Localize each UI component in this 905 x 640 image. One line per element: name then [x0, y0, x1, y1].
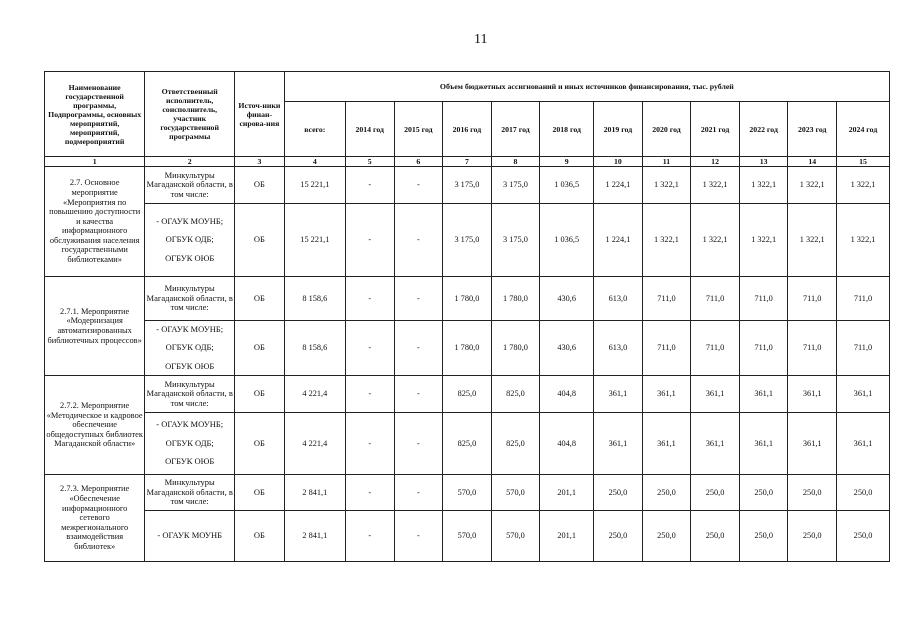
amount-cell: 3 175,0: [491, 204, 540, 277]
amount-cell: 8 158,6: [284, 321, 345, 376]
amount-cell: 711,0: [642, 277, 691, 321]
responsible-executor: [145, 413, 235, 475]
header-name: Наименование государственной программы, Подпрограммы, основных мероприятий, мероприятий, подмероприятий: [45, 72, 145, 157]
amount-cell: 430,6: [540, 321, 594, 376]
amount-cell: 250,0: [642, 511, 691, 562]
amount-cell: -: [345, 277, 394, 321]
amount-cell: 201,1: [540, 475, 594, 511]
amount-cell: -: [345, 413, 394, 475]
funding-source: ОБ: [235, 204, 285, 277]
funding-source: ОБ: [235, 475, 285, 511]
amount-cell: 2 841,1: [284, 475, 345, 511]
table-row: [45, 167, 890, 204]
amount-cell: 711,0: [691, 277, 740, 321]
amount-cell: 361,1: [594, 413, 643, 475]
header-volume: Объем бюджетных ассигнований и иных источников финансирования, тыс. рублей: [284, 72, 889, 102]
amount-cell: -: [345, 321, 394, 376]
amount-cell: -: [394, 376, 443, 413]
amount-cell: 1 780,0: [443, 321, 492, 376]
amount-cell: 361,1: [691, 413, 740, 475]
responsible-line: - ОГАУК МОУНБ;: [156, 419, 224, 430]
amount-cell: -: [345, 204, 394, 277]
activity-name: 2.7. Основное мероприятие «Мероприятия по повышению доступности и качества информационного обслуживания населения государственными библиотеками»: [45, 167, 145, 277]
amount-cell: 1 036,5: [540, 204, 594, 277]
amount-cell: 1 322,1: [642, 167, 691, 204]
table-row: [45, 511, 890, 562]
budget-table: [44, 71, 890, 562]
amount-cell: 430,6: [540, 277, 594, 321]
column-index: 15: [837, 157, 890, 167]
amount-cell: 711,0: [837, 321, 890, 376]
amount-cell: 250,0: [594, 511, 643, 562]
header-year: 2020 год: [642, 102, 691, 157]
column-index: 3: [235, 157, 285, 167]
responsible-line: ОГБУК ОЮБ: [165, 360, 215, 371]
amount-cell: 711,0: [739, 321, 788, 376]
responsible-executor: [145, 204, 235, 277]
amount-cell: 1 036,5: [540, 167, 594, 204]
amount-cell: 250,0: [837, 511, 890, 562]
column-index: 14: [788, 157, 837, 167]
amount-cell: -: [394, 167, 443, 204]
amount-cell: 825,0: [443, 376, 492, 413]
column-index: 6: [394, 157, 443, 167]
amount-cell: 1 780,0: [491, 277, 540, 321]
header-year: 2016 год: [443, 102, 492, 157]
amount-cell: 361,1: [642, 413, 691, 475]
activity-name: 2.7.3. Мероприятие «Обеспечение информационного сетевого межрегионального взаимодействия библиотек»: [45, 475, 145, 562]
header-year: 2024 год: [837, 102, 890, 157]
amount-cell: 570,0: [491, 511, 540, 562]
header-year: 2017 год: [491, 102, 540, 157]
amount-cell: -: [394, 511, 443, 562]
table-row: [45, 277, 890, 321]
header-year: 2015 год: [394, 102, 443, 157]
amount-cell: 825,0: [491, 376, 540, 413]
amount-cell: 1 322,1: [691, 167, 740, 204]
amount-cell: 1 780,0: [443, 277, 492, 321]
responsible-executor: Минкультуры Магаданской области, в том числе:: [145, 277, 235, 321]
amount-cell: 1 322,1: [691, 204, 740, 277]
amount-cell: 250,0: [739, 475, 788, 511]
funding-source: ОБ: [235, 167, 285, 204]
column-index: 7: [443, 157, 492, 167]
amount-cell: 4 221,4: [284, 413, 345, 475]
amount-cell: 711,0: [691, 321, 740, 376]
activity-name: 2.7.2. Мероприятие «Методическое и кадровое обеспечение общедоступных библиотек Магаданской области»: [45, 376, 145, 475]
amount-cell: 250,0: [739, 511, 788, 562]
amount-cell: 361,1: [837, 376, 890, 413]
table-row: [45, 321, 890, 376]
amount-cell: 2 841,1: [284, 511, 345, 562]
amount-cell: -: [345, 475, 394, 511]
amount-cell: 3 175,0: [491, 167, 540, 204]
column-index: 8: [491, 157, 540, 167]
amount-cell: 361,1: [837, 413, 890, 475]
column-index: 1: [45, 157, 145, 167]
amount-cell: 1 224,1: [594, 204, 643, 277]
amount-cell: 1 322,1: [837, 204, 890, 277]
amount-cell: 1 322,1: [837, 167, 890, 204]
amount-cell: 361,1: [594, 376, 643, 413]
amount-cell: 3 175,0: [443, 204, 492, 277]
column-index: 13: [739, 157, 788, 167]
header-year: 2021 год: [691, 102, 740, 157]
column-index: 9: [540, 157, 594, 167]
amount-cell: 825,0: [491, 413, 540, 475]
funding-source: ОБ: [235, 413, 285, 475]
header-responsible: Ответственный исполнитель, соисполнитель, участник государственной программы: [145, 72, 235, 157]
responsible-line: ОГБУК ОДБ;: [165, 234, 214, 245]
amount-cell: 15 221,1: [284, 204, 345, 277]
amount-cell: 613,0: [594, 321, 643, 376]
amount-cell: 250,0: [788, 475, 837, 511]
amount-cell: 250,0: [642, 475, 691, 511]
responsible-executor: Минкультуры Магаданской области, в том числе:: [145, 167, 235, 204]
amount-cell: -: [394, 204, 443, 277]
amount-cell: 613,0: [594, 277, 643, 321]
column-index-row: [45, 157, 890, 167]
activity-name: 2.7.1. Мероприятие «Модернизация автоматизированных библиотечных процессов»: [45, 277, 145, 376]
responsible-line: ОГБУК ОДБ;: [165, 342, 214, 353]
amount-cell: 361,1: [691, 376, 740, 413]
header-year: 2018 год: [540, 102, 594, 157]
amount-cell: 404,8: [540, 376, 594, 413]
table-row: [45, 413, 890, 475]
amount-cell: 1 322,1: [642, 204, 691, 277]
header-year: 2022 год: [739, 102, 788, 157]
responsible-line: ОГБУК ОДБ;: [165, 437, 214, 448]
table-row: [45, 204, 890, 277]
funding-source: ОБ: [235, 321, 285, 376]
amount-cell: 361,1: [788, 376, 837, 413]
page-number: 11: [474, 32, 488, 47]
amount-cell: 361,1: [788, 413, 837, 475]
amount-cell: -: [345, 511, 394, 562]
amount-cell: 1 322,1: [788, 204, 837, 277]
amount-cell: -: [394, 277, 443, 321]
amount-cell: -: [394, 413, 443, 475]
amount-cell: 3 175,0: [443, 167, 492, 204]
amount-cell: 570,0: [491, 475, 540, 511]
funding-source: ОБ: [235, 277, 285, 321]
funding-source: ОБ: [235, 376, 285, 413]
amount-cell: 711,0: [739, 277, 788, 321]
responsible-line: ОГБУК ОЮБ: [165, 252, 215, 263]
responsible-executor: [145, 321, 235, 376]
column-index: 5: [345, 157, 394, 167]
amount-cell: -: [394, 475, 443, 511]
column-index: 4: [284, 157, 345, 167]
amount-cell: -: [345, 167, 394, 204]
table-row: [45, 376, 890, 413]
column-index: 2: [145, 157, 235, 167]
amount-cell: 1 322,1: [739, 167, 788, 204]
amount-cell: 201,1: [540, 511, 594, 562]
header-source: Источ-ники финан-сирова-ния: [235, 72, 285, 157]
amount-cell: 1 322,1: [739, 204, 788, 277]
responsible-executor: Минкультуры Магаданской области, в том числе:: [145, 475, 235, 511]
amount-cell: 250,0: [691, 511, 740, 562]
table-row: [45, 475, 890, 511]
header-year: 2023 год: [788, 102, 837, 157]
header-year: всего:: [284, 102, 345, 157]
column-index: 12: [691, 157, 740, 167]
amount-cell: 4 221,4: [284, 376, 345, 413]
amount-cell: -: [345, 376, 394, 413]
header-year: 2014 год: [345, 102, 394, 157]
amount-cell: 404,8: [540, 413, 594, 475]
amount-cell: 250,0: [837, 475, 890, 511]
amount-cell: 15 221,1: [284, 167, 345, 204]
amount-cell: 825,0: [443, 413, 492, 475]
amount-cell: 361,1: [642, 376, 691, 413]
responsible-line: - ОГАУК МОУНБ;: [156, 323, 224, 334]
amount-cell: 1 224,1: [594, 167, 643, 204]
amount-cell: 361,1: [739, 413, 788, 475]
responsible-line: - ОГАУК МОУНБ: [157, 530, 222, 541]
amount-cell: 711,0: [788, 321, 837, 376]
amount-cell: 250,0: [788, 511, 837, 562]
amount-cell: 250,0: [691, 475, 740, 511]
amount-cell: 8 158,6: [284, 277, 345, 321]
funding-source: ОБ: [235, 511, 285, 562]
column-index: 10: [594, 157, 643, 167]
amount-cell: 570,0: [443, 511, 492, 562]
amount-cell: 711,0: [642, 321, 691, 376]
responsible-line: - ОГАУК МОУНБ;: [156, 215, 224, 226]
responsible-executor: Минкультуры Магаданской области, в том числе:: [145, 376, 235, 413]
column-index: 11: [642, 157, 691, 167]
amount-cell: 361,1: [739, 376, 788, 413]
amount-cell: 711,0: [788, 277, 837, 321]
header-year: 2019 год: [594, 102, 643, 157]
amount-cell: 1 780,0: [491, 321, 540, 376]
amount-cell: 711,0: [837, 277, 890, 321]
amount-cell: 250,0: [594, 475, 643, 511]
amount-cell: 570,0: [443, 475, 492, 511]
amount-cell: 1 322,1: [788, 167, 837, 204]
responsible-executor: [145, 511, 235, 562]
responsible-line: ОГБУК ОЮБ: [165, 456, 215, 467]
amount-cell: -: [394, 321, 443, 376]
